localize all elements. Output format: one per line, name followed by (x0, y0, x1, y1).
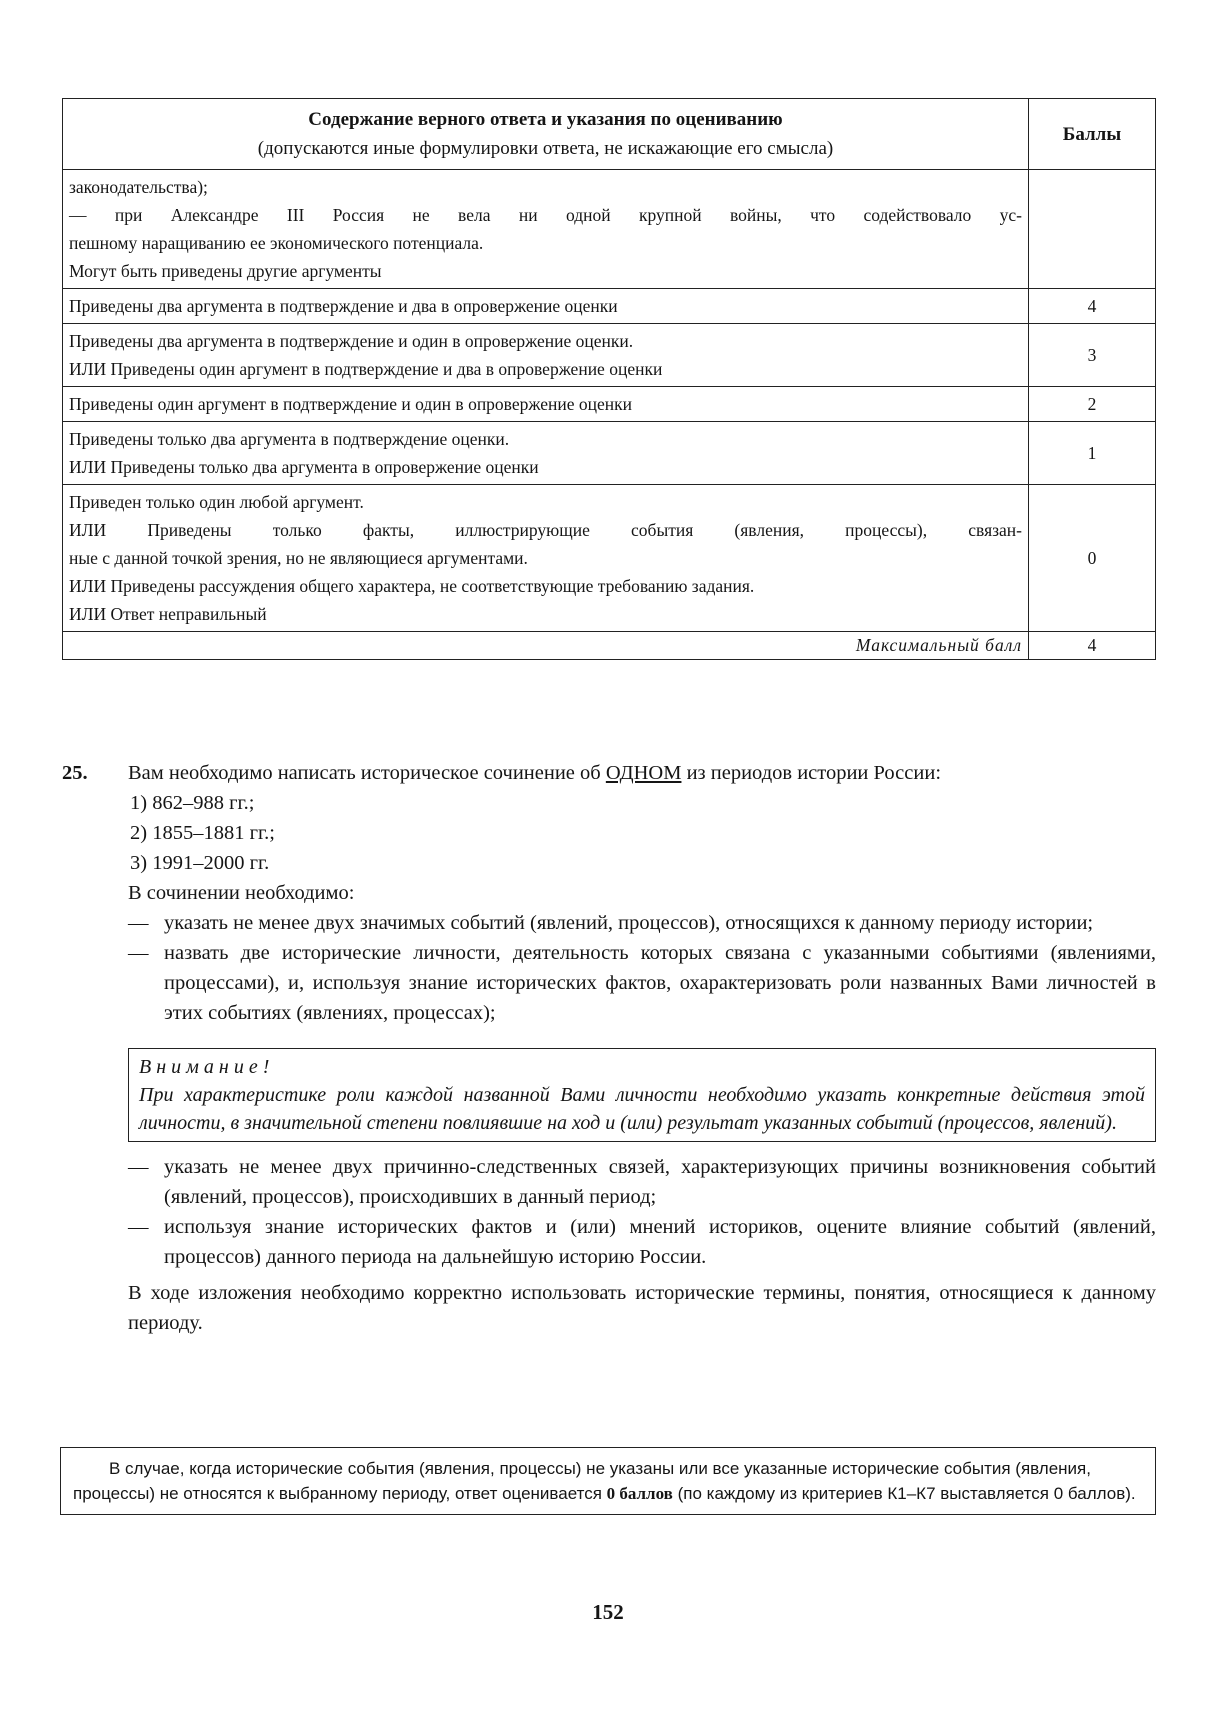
text-line: Приведены два аргумента в подтверждение и один в опровержение оценки. (69, 331, 634, 351)
max-row (63, 632, 1156, 660)
text-line: законодательства); (69, 177, 208, 197)
points-cell: 4 (1029, 289, 1156, 324)
text-line: ИЛИ Приведены рассуждения общего характера, не соответствующие требованию задания. (69, 576, 755, 596)
table-header (63, 99, 1156, 170)
table-row (63, 422, 1156, 485)
text-line: Приведены только два аргумента в подтверждение оценки. (69, 429, 510, 449)
scoring-note (60, 1447, 1156, 1515)
table-row (63, 387, 1156, 422)
task-intro (128, 758, 1156, 788)
text-line: ИЛИ Приведены только два аргумента в опровержение оценки (69, 457, 539, 477)
text-line: ИЛИ Приведены один аргумент в подтверждение и два в опровержение оценки (69, 359, 663, 379)
intro-emphasis: ОДНОМ (605, 762, 682, 784)
table-row (63, 324, 1156, 387)
text-line: пешному наращиванию ее экономического потенциала. (69, 233, 484, 253)
attention-title: Внимание! (139, 1056, 275, 1078)
requirement-item: — указать не менее двух значимых событий (явлений, процессов), относящихся к данному периоду истории; (128, 908, 1156, 938)
period-item: 1) 862–988 гг.; (130, 792, 255, 814)
header-subtitle: (допускаются иные формулировки ответа, не искажающие его смысла) (257, 138, 834, 159)
attention-text: При характеристике роли каждой названной Вами личности необходимо указать конкретные действия этой личности, в значительной степени повлиявшие на ход и (или) результат указанных событий (процессов, явлений). (139, 1084, 1145, 1134)
max-label: Максимальный балл (63, 632, 1029, 660)
requirement-item: — указать не менее двух причинно-следственных связей, характеризующих причины возникновения событий (явлений, процессов), происходивших в данный период; (128, 1152, 1156, 1212)
criterion-cell (63, 387, 1029, 422)
task-number: 25. (62, 762, 88, 784)
text-line: ИЛИ Ответ неправильный (69, 604, 267, 624)
requirement-item: — используя знание исторических фактов и (или) мнений историков, оцените влияние событий (явлений, процессов) данного периода на дальнейшую историю России. (128, 1212, 1156, 1272)
criterion-cell (63, 324, 1029, 387)
points-cell (1029, 170, 1156, 289)
period-item: 3) 1991–2000 гг. (130, 852, 270, 874)
period-item: 2) 1855–1881 гг.; (130, 822, 275, 844)
note-text: В случае, когда исторические события (явления, процессы) не указаны или все указанные исторические события (явления, процессы) не относятся к выбранному периоду, ответ оценивается (73, 1459, 1091, 1503)
intro-text: Вам необходимо написать историческое сочинение об (128, 762, 606, 784)
header-points: Баллы (1029, 99, 1156, 170)
scoring-table (62, 98, 1156, 660)
table-row (63, 485, 1156, 632)
points-cell: 3 (1029, 324, 1156, 387)
text-line: ИЛИ Приведены только факты, иллюстрирующие события (явления, процессы), связан- (69, 520, 1022, 540)
points-cell: 0 (1029, 485, 1156, 632)
text-line: Приведен только один любой аргумент. (69, 492, 364, 512)
closing-text: В ходе изложения необходимо корректно использовать исторические термины, понятия, относящиеся к данному периоду. (128, 1282, 1156, 1334)
requirement-item: — назвать две исторические личности, деятельность которых связана с указанными событиями (явлениями, процессами), и, используя знание исторических фактов, охарактеризовать роли названных Вами личностей в этих событиях (явлениях, процессах); (128, 938, 1156, 1028)
max-points: 4 (1029, 632, 1156, 660)
header-content (63, 99, 1029, 170)
note-text-end: (по каждому из критериев К1–К7 выставляется 0 баллов). (672, 1484, 1136, 1503)
task-25 (62, 758, 1156, 1338)
table-row (63, 170, 1156, 289)
table-row (63, 289, 1156, 324)
criterion-cell (63, 289, 1029, 324)
text-line: Могут быть приведены другие аргументы (69, 261, 382, 281)
intro-text-end: из периодов истории России: (681, 762, 942, 784)
continuation-cell (63, 170, 1029, 289)
points-cell: 1 (1029, 422, 1156, 485)
text-line: — при Александре III Россия не вела ни одной крупной войны, что содействовало ус- (69, 205, 1022, 225)
text-line: Приведены один аргумент в подтверждение и один в опровержение оценки (69, 394, 632, 414)
text-line: ные с данной точкой зрения, но не являющиеся аргументами. (69, 548, 528, 568)
note-bold: 0 баллов (606, 1484, 673, 1503)
points-cell: 2 (1029, 387, 1156, 422)
page-number: 152 (592, 1600, 624, 1624)
attention-box (128, 1048, 1156, 1142)
text-line: Приведены два аргумента в подтверждение и два в опровержение оценки (69, 296, 618, 316)
header-title: Содержание верного ответа и указания по оцениванию (308, 109, 783, 130)
requirements-title: В сочинении необходимо: (128, 882, 355, 904)
criterion-cell (63, 422, 1029, 485)
criterion-cell (63, 485, 1029, 632)
